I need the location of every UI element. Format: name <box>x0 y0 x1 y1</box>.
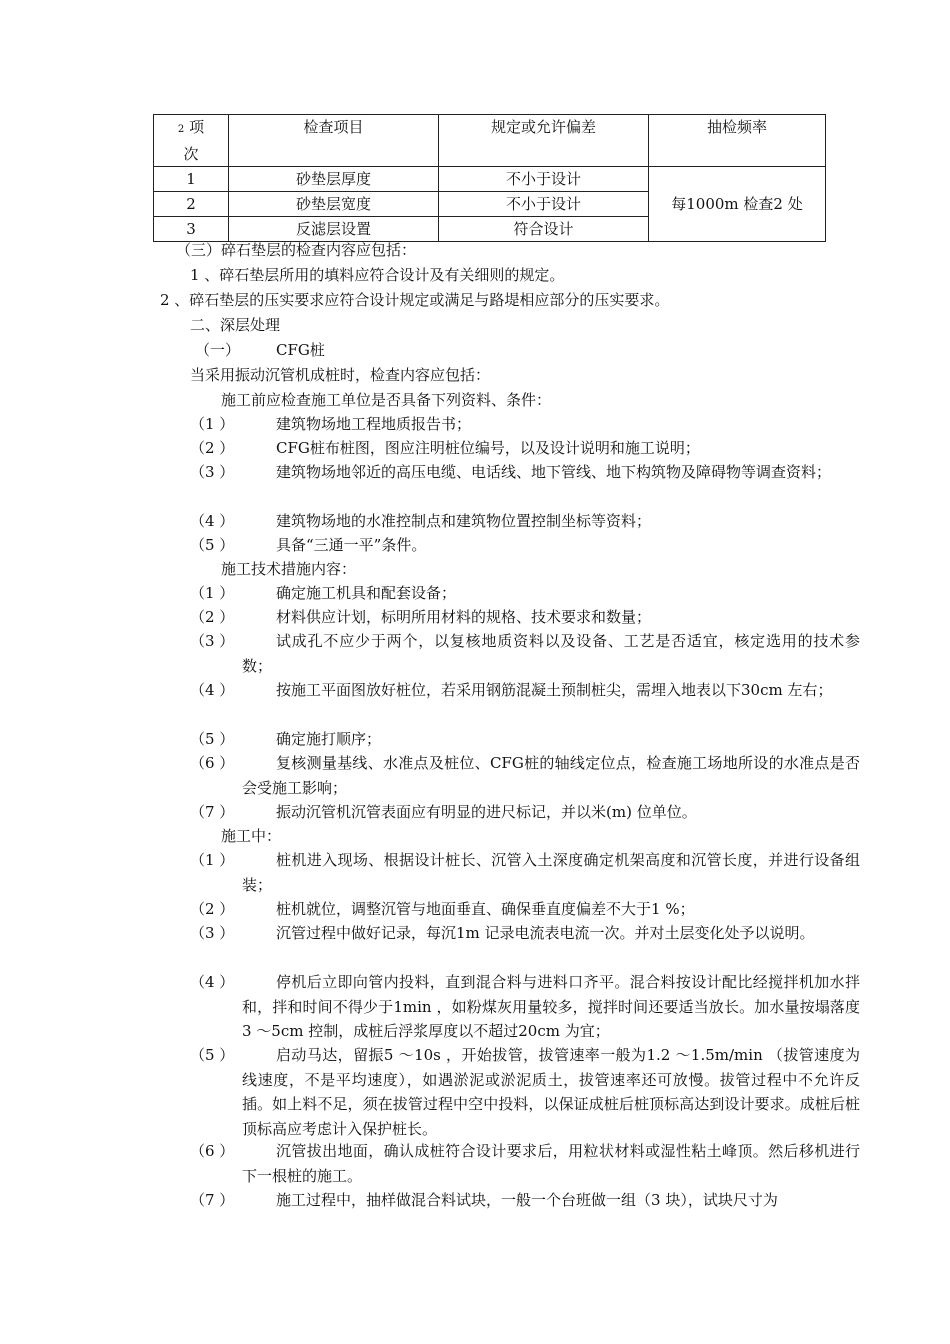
cfg-label: （一） <box>195 341 241 359</box>
list-item <box>190 605 860 630</box>
item-number: （1 ） <box>190 584 235 602</box>
header-seq-prefix: 2 <box>177 124 185 135</box>
item-number: （4 ） <box>190 973 235 991</box>
inspection-table <box>153 114 826 242</box>
item-number: （7 ） <box>190 1191 235 1209</box>
header-seq-line2: 次 <box>183 145 199 163</box>
item-text: 确定施工机具和配套设备； <box>276 584 457 602</box>
item-number: （5 ） <box>190 730 235 748</box>
item-number: （3 ） <box>190 632 235 650</box>
item-number: （3 ） <box>190 924 235 942</box>
item-text: 启动马达，留振5 ～10s ，开始拔管，拔管速率一般为1.2 ～1.5m/min （拔管速度为线速度，不是平均速度），如遇淤泥或淤泥质土，拔管速率还可放慢。拔管过程中不允许反插。如上料不足，须在拔管过程中空中投料，以保证成桩后桩顶标高达到设计要求。成桩后桩顶标高应考虑计入保护桩长。 <box>242 1046 860 1138</box>
item-number: （2 ） <box>190 900 235 918</box>
header-item: 检查项目 <box>229 115 439 167</box>
item-number: （4 ） <box>190 681 235 699</box>
list-item <box>190 921 860 946</box>
item-text: 振动沉管机沉管表面应有明显的进尺标记，并以米(m) 位单位。 <box>276 803 697 821</box>
item-text: 建筑物场地邻近的高压电缆、电话线、地下管线、地下构筑物及障碍物等调查资料； <box>276 463 832 481</box>
cell-item: 反滤层设置 <box>229 217 439 242</box>
item-text: 按施工平面图放好桩位，若采用钢筋混凝土预制桩尖，需埋入地表以下30cm 左右； <box>276 681 833 699</box>
item-text: 确定施打顺序； <box>276 730 382 748</box>
header-frequency: 抽检频率 <box>649 115 826 167</box>
item-text: 沉管拔出地面，确认成桩符合设计要求后，用粒状材料或湿性粘土峰顶。然后移机进行下一根桩的施工。 <box>242 1142 860 1185</box>
item-number: （1 ） <box>190 851 235 869</box>
cell-tolerance: 不小于设计 <box>439 167 649 192</box>
deep-treatment-heading: 二、深层处理 <box>190 316 281 334</box>
list-item <box>190 897 860 922</box>
list-item <box>190 460 860 485</box>
item-number: （1 ） <box>190 415 235 433</box>
list-item <box>190 970 860 1044</box>
item-text: 桩机进入现场、根据设计桩长、沉管入土深度确定机架高度和沉管长度，并进行设备组装； <box>242 851 860 894</box>
item-text: 具备“三通一平”条件。 <box>276 536 427 554</box>
cfg-title: CFG桩 <box>276 341 325 359</box>
header-tolerance: 规定或允许偏差 <box>439 115 649 167</box>
item-number: （2 ） <box>190 608 235 626</box>
item-text: 施工过程中，抽样做混合料试块，一般一个台班做一组（3 块），试块尺寸为 <box>276 1191 778 1209</box>
list-item <box>190 848 860 897</box>
table-row <box>154 167 826 192</box>
list-item <box>190 751 860 800</box>
cell-seq: 2 <box>154 192 229 217</box>
cell-tolerance: 不小于设计 <box>439 192 649 217</box>
cell-item: 砂垫层宽度 <box>229 192 439 217</box>
list-item <box>190 678 860 703</box>
list-item <box>190 436 860 461</box>
cell-tolerance: 符合设计 <box>439 217 649 242</box>
list-item <box>190 1139 860 1188</box>
item-number: （5 ） <box>190 536 235 554</box>
cell-seq: 1 <box>154 167 229 192</box>
list-item <box>190 412 860 437</box>
header-seq <box>154 115 229 167</box>
item-text: 复核测量基线、水准点及桩位、CFG桩的轴线定位点，检查施工场地所设的水准点是否会受施工影响； <box>242 754 860 797</box>
list-item <box>190 509 860 534</box>
gravel-item-1: 1 、碎石垫层所用的填料应符合设计及有关细则的规定。 <box>190 266 565 284</box>
gravel-item-2: 2 、碎石垫层的压实要求应符合设计规定或满足与路堤相应部分的压实要求。 <box>160 291 670 309</box>
item-number: （2 ） <box>190 439 235 457</box>
item-text: 停机后立即向管内投料，直到混合料与进料口齐平。混合料按设计配比经搅拌机加水拌和，拌和时间不得少于1min ，如粉煤灰用量较多，搅拌时间还要适当放长。加水量按塌落度3 ～5cm 控制，成桩后浮浆厚度以不超过20cm 为宜； <box>242 973 860 1041</box>
item-number: （7 ） <box>190 803 235 821</box>
item-number: （6 ） <box>190 1142 235 1160</box>
pre-construction-intro: 施工前应检查施工单位是否具备下列资料、条件： <box>221 391 552 409</box>
item-text: 建筑物场地工程地质报告书； <box>276 415 472 433</box>
item-number: （5 ） <box>190 1046 235 1064</box>
tech-measures-intro: 施工技术措施内容： <box>221 560 357 578</box>
list-item <box>190 581 860 606</box>
list-item <box>190 800 860 825</box>
item-text: 桩机就位，调整沉管与地面垂直、确保垂直度偏差不大于1 %； <box>276 900 695 918</box>
list-item <box>190 629 860 678</box>
item-text: 材料供应计划，标明所用材料的规格、技术要求和数量； <box>276 608 652 626</box>
vibro-intro: 当采用振动沉管机成桩时，检查内容应包括： <box>190 366 491 384</box>
item-text: CFG桩布桩图，图应注明桩位编号，以及设计说明和施工说明； <box>276 439 700 457</box>
cell-frequency: 每1000m 检查2 处 <box>649 167 826 242</box>
item-number: （6 ） <box>190 754 235 772</box>
list-item <box>190 533 860 558</box>
list-item <box>190 1188 860 1213</box>
item-number: （4 ） <box>190 512 235 530</box>
list-item <box>190 727 860 752</box>
item-text: 试成孔不应少于两个，以复核地质资料以及设备、工艺是否适宜，核定选用的技术参数； <box>242 632 860 675</box>
item-text: 沉管过程中做好记录，每沉1m 记录电流表电流一次。并对土层变化处予以说明。 <box>276 924 815 942</box>
cell-seq: 3 <box>154 217 229 242</box>
table-header-row <box>154 115 826 167</box>
gravel-section-title: （三）碎石垫层的检查内容应包括： <box>176 241 417 259</box>
list-item <box>190 1043 860 1141</box>
item-number: （3 ） <box>190 463 235 481</box>
item-text: 建筑物场地的水准控制点和建筑物位置控制坐标等资料； <box>276 512 652 530</box>
during-construction-intro: 施工中： <box>221 827 282 845</box>
header-seq-line1: 项 <box>189 118 205 136</box>
cell-item: 砂垫层厚度 <box>229 167 439 192</box>
